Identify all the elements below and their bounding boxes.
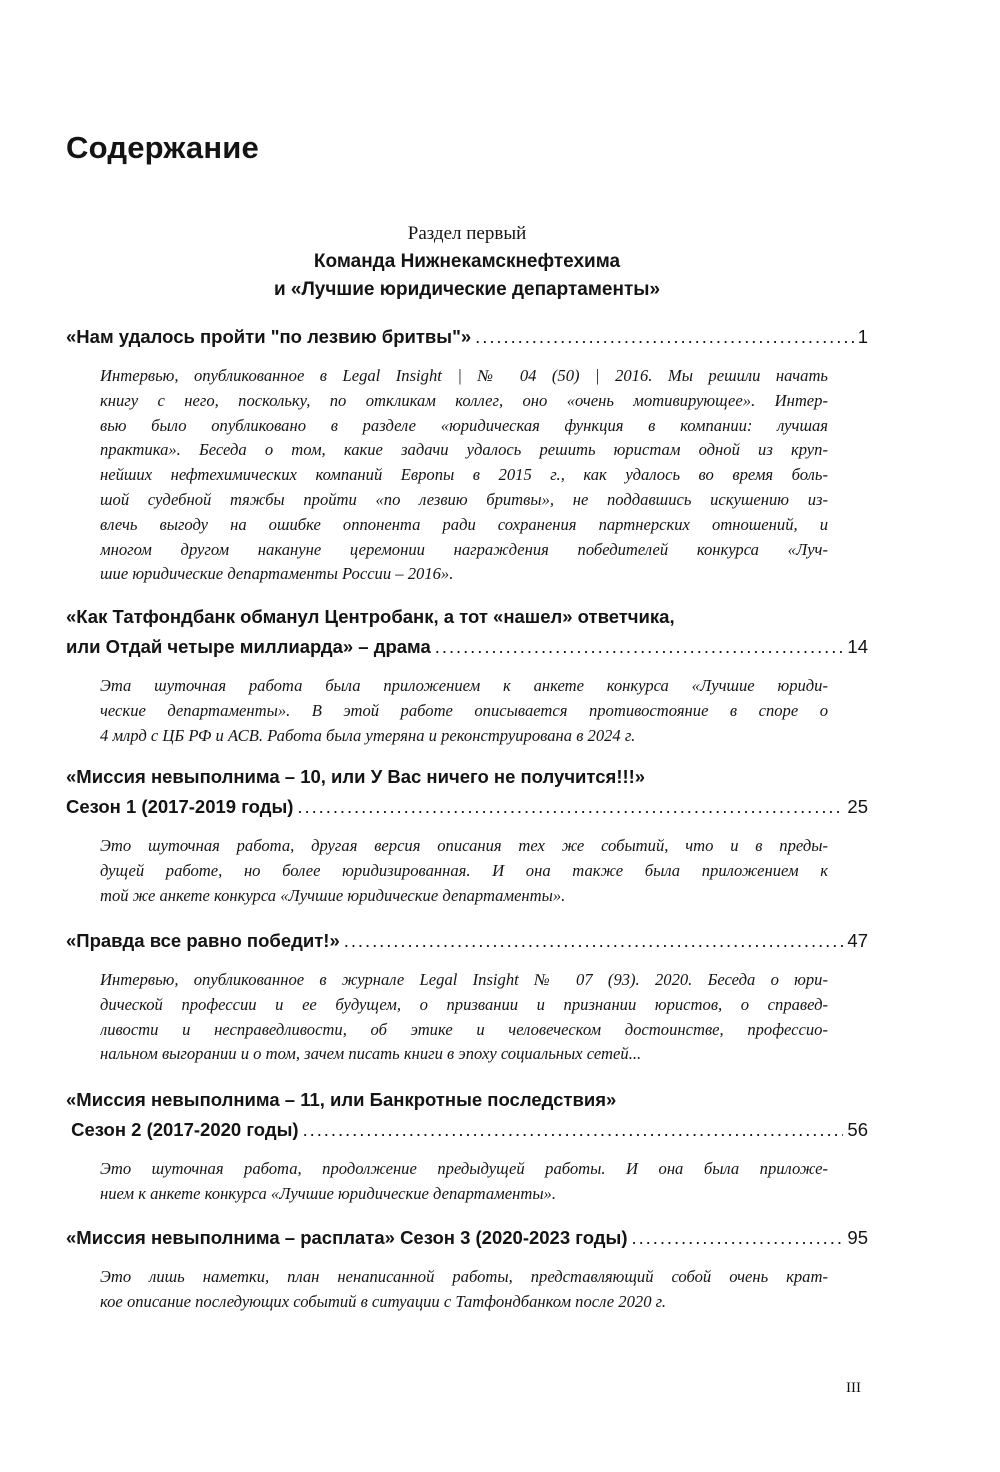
description-line: многом другом накануне церемонии награждения победителей конкурса «Луч- [100,539,828,559]
section-header [66,220,868,304]
entry-description [100,676,828,750]
description-line: Это шуточная работа, продолжение предыдущей работы. И она была приложе- [100,1159,828,1178]
entry-title-line [66,930,868,960]
page-title: Содержание [66,130,259,165]
dot-leader [435,636,844,666]
description-line: вью было опубликовано в разделе «юридическая функция в компании: лучшая [100,415,828,435]
description-line: нейших нефтехимических компаний Европы в 2015 г., как удалось во время боль- [100,465,828,485]
entry-page-number[interactable]: 25 [847,796,868,817]
description-line: Интервью, опубликованное в журнале Legal Insight № 07 (93). 2020. Беседа о юри- [100,970,828,989]
toc-entry[interactable] [66,1227,868,1317]
section-title-line: Команда Нижнекамскнефтехима [313,251,621,272]
entry-title-text: «Миссия невыполнима – 10, или У Вас ничего не получится!!!» [66,766,646,787]
entry-title-text: Сезон 2 (2017-2020 годы) [66,1119,299,1140]
description-line: шие юридические департаменты России – 2016». [100,564,454,584]
description-line: Интервью, опубликованное в Legal Insight | № 04 (50) | 2016. Мы решили начать [100,366,828,385]
description-line: дущей работе, но более юридизированная. И она также была приложением к [100,860,828,880]
description-line: нальном выгорании и о том, зачем писать книги в эпоху социальных сетей... [100,1044,642,1064]
entry-page-number[interactable]: 95 [847,1227,868,1248]
entry-title-text: или Отдай четыре миллиарда» – драма [66,636,431,657]
entry-title-text: Сезон 1 (2017-2019 годы) [66,796,294,817]
description-line: ливости и несправедливости, об этике и человеческом достоинстве, профессио- [100,1019,828,1039]
entry-title-line [66,796,868,826]
entry-title-text: «Миссия невыполнима – 11, или Банкротные последствия» [66,1089,617,1110]
description-line: шой судебной тяжбы пройти «по лезвию бритвы», не поддавшись искушению из- [100,489,828,509]
dot-leader [297,796,843,826]
description-line: ческие департаменты». В этой работе описывается противостояние в споре о [100,700,828,720]
toc-entry[interactable] [66,766,868,910]
entry-title-text: «Правда все равно победит!» [66,930,340,951]
entry-title-line [66,326,868,356]
dot-leader [475,326,854,356]
toc-entry[interactable] [66,326,868,589]
entry-title-text: «Как Татфондбанк обманул Центробанк, а тот «нашел» ответчика, [66,606,675,627]
toc-entry[interactable] [66,1089,868,1209]
description-line: Это лишь наметки, план ненаписанной работы, представляющий собой очень крат- [100,1267,828,1286]
entry-page-number[interactable]: 1 [857,326,868,347]
section-label: Раздел первый [407,223,527,244]
entry-title-line [66,1227,868,1257]
page-number: III [846,1380,861,1396]
entry-title-line [66,606,868,636]
description-line: той же анкете конкурса «Лучшие юридические департаменты». [100,885,566,905]
entry-title-text: «Миссия невыполнима – расплата» Сезон 3 (2020-2023 годы) [66,1227,628,1248]
entry-page-number[interactable]: 14 [847,636,868,657]
description-line: Эта шуточная работа была приложением к анкете конкурса «Лучшие юриди- [100,676,828,695]
entry-description [100,836,828,910]
entry-title-line [66,636,868,666]
entry-title-line [66,1119,868,1149]
entry-description [100,970,828,1069]
entry-title-line [66,1089,868,1119]
entry-description [100,366,828,589]
description-line: дической профессии и ее будущем, о призвании и признании юристов, о справед- [100,994,828,1014]
entry-description [100,1267,828,1317]
description-line: 4 млрд с ЦБ РФ и АСВ. Работа была утеряна и реконструирована в 2024 г. [100,725,636,745]
section-title-line: и «Лучшие юридические департаменты» [273,279,661,300]
dot-leader [632,1227,844,1257]
entry-title-line [66,766,868,796]
description-line: Это шуточная работа, другая версия описания тех же событий, что и в преды- [100,836,828,855]
toc-entry[interactable] [66,930,868,1069]
entry-page-number[interactable]: 47 [847,930,868,951]
description-line: кое описание последующих событий в ситуации с Татфондбанком после 2020 г. [100,1291,667,1311]
toc-entry[interactable] [66,606,868,750]
entry-page-number[interactable]: 56 [847,1119,868,1140]
description-line: практика». Беседа о том, какие задачи удалось решить юристам одной из круп- [100,440,828,460]
dot-leader [344,930,844,960]
description-line: влечь выгоду на ошибке оппонента ради сохранения партнерских отношений, и [100,514,828,534]
dot-leader [303,1119,844,1149]
entry-description [100,1159,828,1209]
description-line: книгу с него, поскольку, по откликам коллег, оно «очень мотивирующее». Интер- [100,390,828,410]
description-line: нием к анкете конкурса «Лучшие юридические департаменты». [100,1183,557,1203]
entry-title-text: «Нам удалось пройти "по лезвию бритвы"» [66,326,472,347]
